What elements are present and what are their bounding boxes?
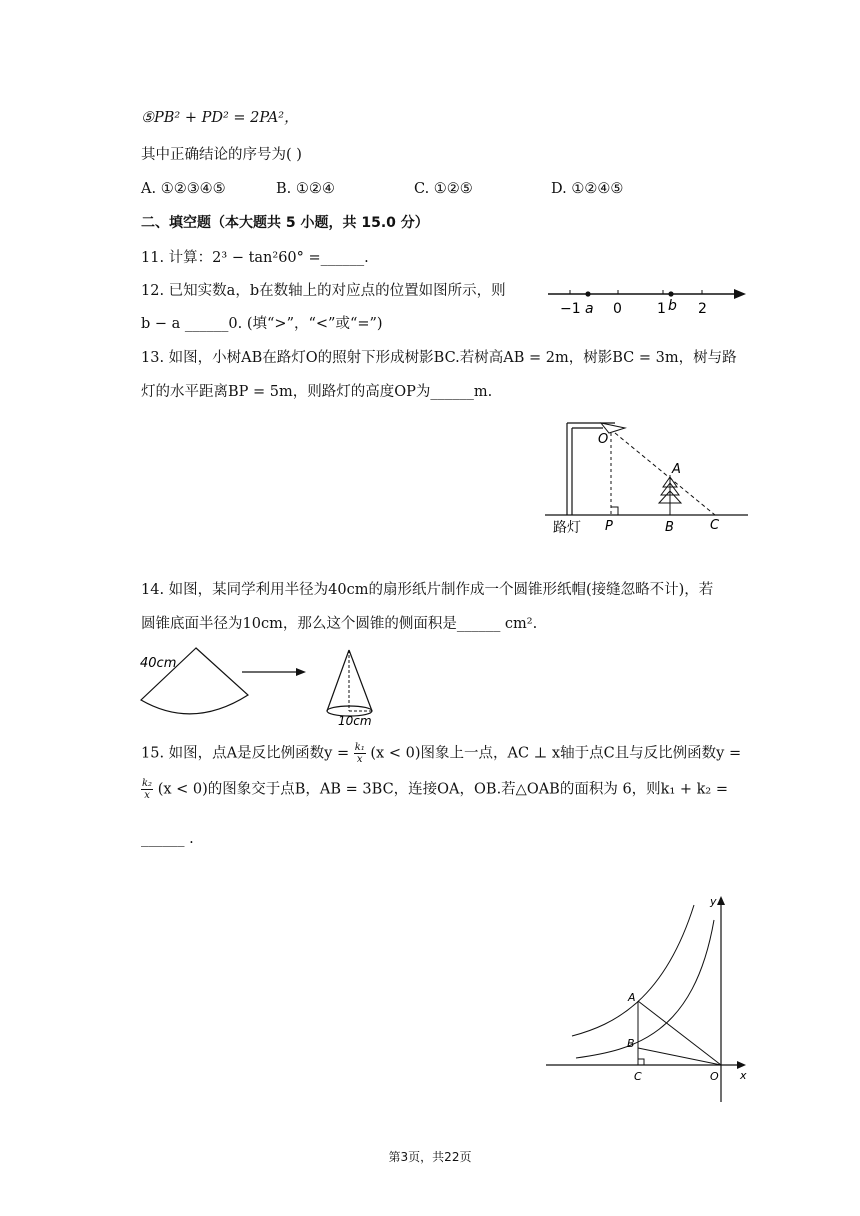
q10-option-d: D. ①②④⑤ <box>551 181 624 197</box>
q15-figure <box>544 890 754 1105</box>
page-footer: 第3页，共22页 <box>388 1150 472 1164</box>
label-P: P <box>605 519 613 534</box>
q13-line2: 灯的水平距离BP = 5m，则路灯的高度OP为______m. <box>141 384 493 400</box>
label-O: O <box>598 432 609 447</box>
q15-line1 <box>141 742 741 765</box>
axis-label-a: a <box>585 301 594 317</box>
label-A: A <box>672 462 681 477</box>
axis-label-0: 0 <box>613 301 622 317</box>
label-base: 10cm <box>338 714 372 728</box>
q10-option-c: C. ①②⑤ <box>414 181 473 197</box>
fraction-k2-over-x: $\frac{\text{k₂}}{x}$ <box>142 778 153 801</box>
label-B: B <box>665 520 674 535</box>
q12-number-line <box>548 280 748 320</box>
section-heading: 二、填空题（本大题共 5 小题，共 15.0 分） <box>141 215 429 231</box>
axis-label-2: 2 <box>698 301 707 317</box>
q11-text: 11. 计算：2³ − tan²60° =______. <box>141 250 369 266</box>
q15-line2 <box>141 778 728 801</box>
q14-line1: 14. 如图，某同学利用半径为40cm的扇形纸片制作成一个圆锥形纸帽(接缝忽略不计)，若 <box>141 582 714 598</box>
q15-line3: ______ . <box>141 831 194 847</box>
q15-line2b: (x < 0)的图象交于点B，AB = 3BC，连接OA，OB.若△OAB的面积为 6，则k₁ + k₂ = <box>157 781 729 798</box>
axis-label-neg1: −1 <box>560 301 581 317</box>
q10-item5: ⑤PB² + PD² = 2PA²， <box>141 110 299 126</box>
fraction-k1-over-x: $\frac{\text{k₁}}{x}$ <box>354 742 365 765</box>
axis-label-1: 1 <box>657 301 666 317</box>
q13-figure <box>545 415 750 540</box>
q13-line1: 13. 如图，小树AB在路灯O的照射下形成树影BC.若树高AB = 2m，树影BC = 3m，树与路 <box>141 350 737 366</box>
label-x: x <box>740 1069 747 1082</box>
label-lamp: 路灯 <box>553 520 581 536</box>
q14-line2: 圆锥底面半径为10cm，那么这个圆锥的侧面积是______ cm². <box>141 616 538 632</box>
label-y: y <box>710 895 717 908</box>
label-C: C <box>634 1070 642 1083</box>
label-C: C <box>710 518 720 533</box>
label-O: O <box>710 1070 719 1083</box>
q10-option-b: B. ①②④ <box>276 181 335 197</box>
q10-option-a: A. ①②③④⑤ <box>141 181 226 197</box>
q15-line1b: (x < 0)图象上一点，AC ⊥ x轴于点C且与反比例函数y = <box>370 745 742 762</box>
axis-label-b: b <box>668 298 677 314</box>
q10-prompt: 其中正确结论的序号为( ) <box>141 147 302 163</box>
q15-line1a: 15. 如图，点A是反比例函数y = <box>141 745 350 762</box>
label-radius: 40cm <box>140 656 177 671</box>
label-A: A <box>628 991 636 1004</box>
q12-line1: 12. 已知实数a，b在数轴上的对应点的位置如图所示，则 <box>141 283 506 299</box>
q14-figure <box>138 645 398 730</box>
label-B: B <box>627 1037 635 1050</box>
q12-line2: b − a ______0. (填“>”，“<”或“=”) <box>141 316 383 332</box>
